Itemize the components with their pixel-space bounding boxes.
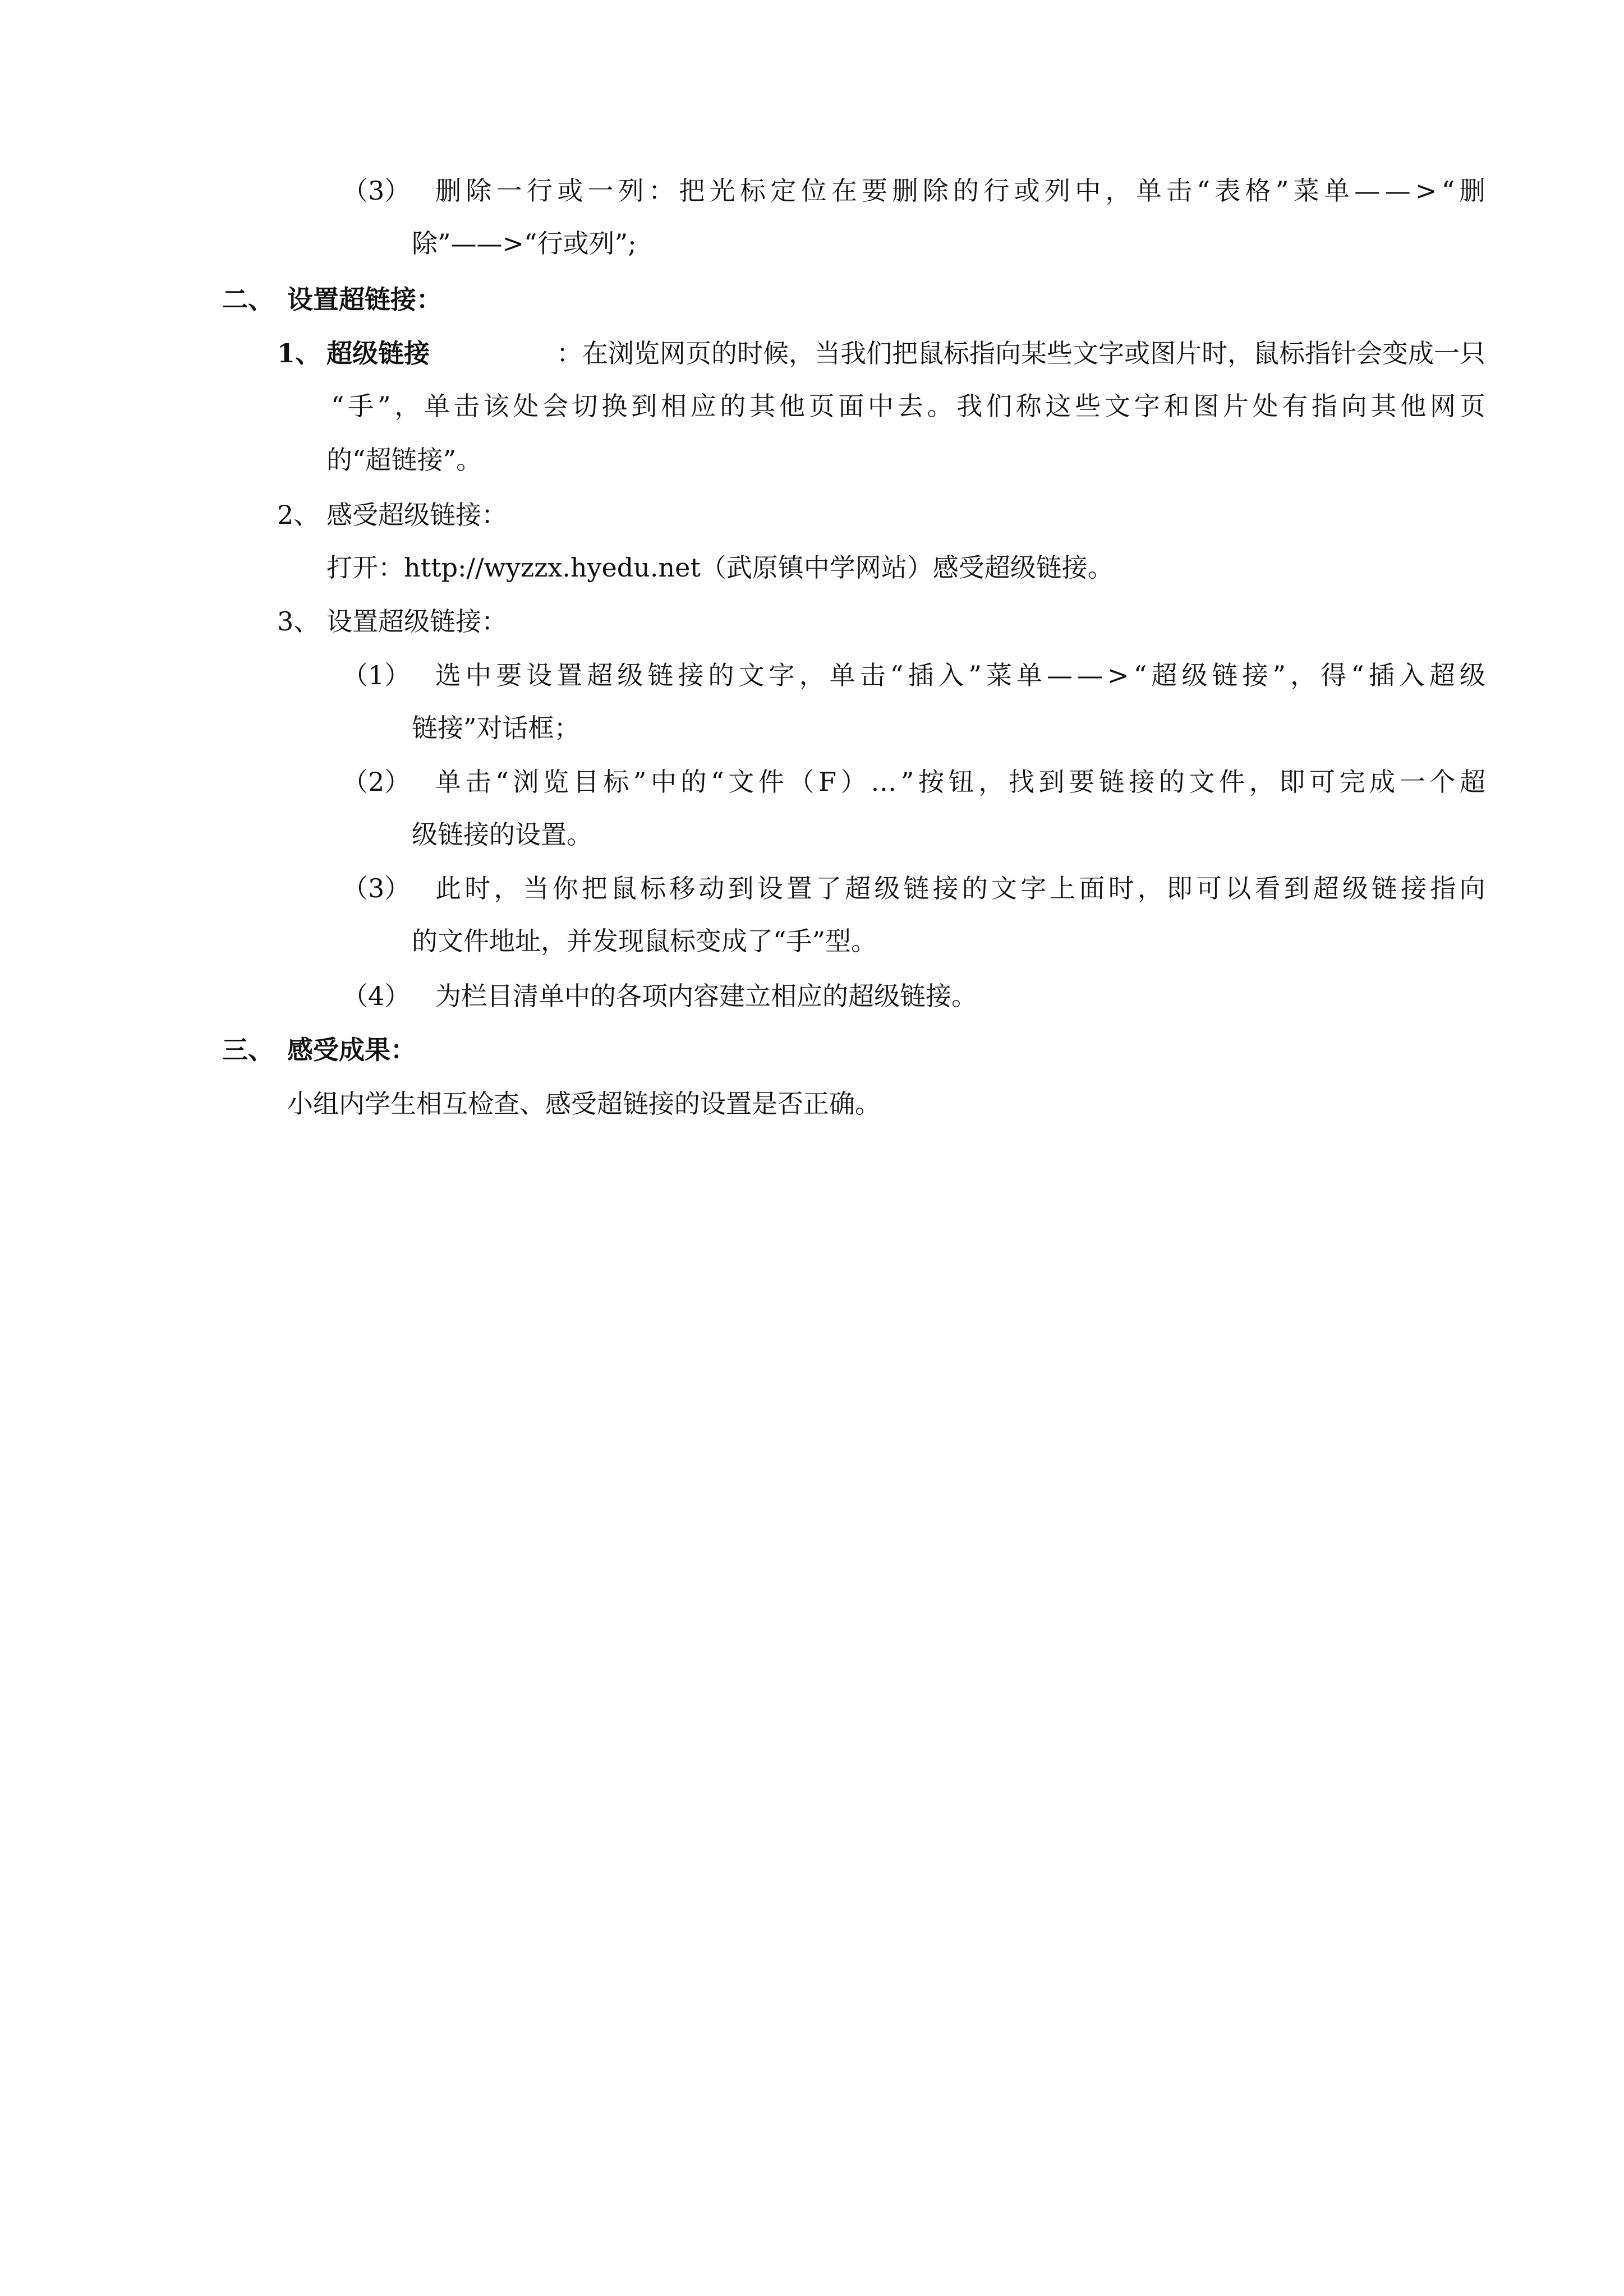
paragraph-line: 的“超链接”。 [326, 445, 482, 475]
paragraph-line: 小组内学生相互检查、感受超链接的设置是否正确。 [287, 1089, 881, 1119]
paragraph-line: 单 击 “ 浏 览 目 标 ” 中 的 “ 文 件 （ F ） … ” 按 钮 ， 找 到 要 链 接 的 文 件 ， 即 可 完 成 一 个 超 [435, 767, 1485, 797]
paragraph-line: 除”——>“行或列”; [412, 228, 637, 259]
section-title: 设置超链接： [287, 284, 442, 315]
sub-item-number: （4） [342, 981, 411, 1011]
term-label: 超级链接 [326, 338, 430, 368]
paragraph-line: 删 除 一 行 或 一 列 ： 把 光 标 定 位 在 要 删 除 的 行 或 列 中 ， 单 击 “ 表 格 ” 菜 单 — — > “ 删 [435, 176, 1485, 206]
sub-item-number: （2） [342, 767, 411, 797]
paragraph-line: 链接”对话框； [412, 713, 580, 743]
paragraph-line [326, 335, 1485, 371]
sub-item-number: （3） [342, 873, 411, 903]
item-number: 2、 [277, 500, 320, 530]
item-number: 3、 [277, 606, 320, 637]
paragraph-line: 的文件地址，并发现鼠标变成了“手”型。 [412, 926, 877, 956]
paragraph-line: 级链接的设置。 [412, 819, 592, 850]
item-number: 1、 [277, 338, 321, 368]
paragraph-line: “ 手 ” ， 单 击 该 处 会 切 换 到 相 应 的 其 他 页 面 中 去 。 我 们 称 这 些 文 字 和 图 片 处 有 指 向 其 他 网 页 [331, 391, 1485, 421]
paragraph-line: 为栏目清单中的各项内容建立相应的超级链接。 [435, 981, 977, 1011]
paragraph-line: 此 时 ， 当 你 把 鼠 标 移 动 到 设 置 了 超 级 链 接 的 文 字 上 面 时 ， 即 可 以 看 到 超 级 链 接 指 向 [435, 873, 1485, 903]
paragraph-text: ：在浏览网页的时候，当我们把鼠标指向某些文字或图片时，鼠标指针会变成一只 [556, 338, 1485, 368]
paragraph-line: 选 中 要 设 置 超 级 链 接 的 文 字 ， 单 击 “ 插 入 ” 菜 单 — — > “ 超 级 链 接 ” ， 得 “ 插 入 超 级 [435, 660, 1485, 690]
section-number: 三、 [222, 1035, 274, 1065]
item-title: 设置超级链接： [326, 606, 507, 637]
item-number: （3） [342, 176, 411, 206]
section-number: 二、 [222, 284, 274, 315]
sub-item-number: （1） [342, 660, 411, 690]
section-title: 感受成果： [287, 1035, 416, 1065]
paragraph-line: 打开：http://wyzzx.hyedu.net（武原镇中学网站）感受超级链接。 [326, 552, 1114, 583]
item-title: 感受超级链接： [326, 500, 507, 530]
